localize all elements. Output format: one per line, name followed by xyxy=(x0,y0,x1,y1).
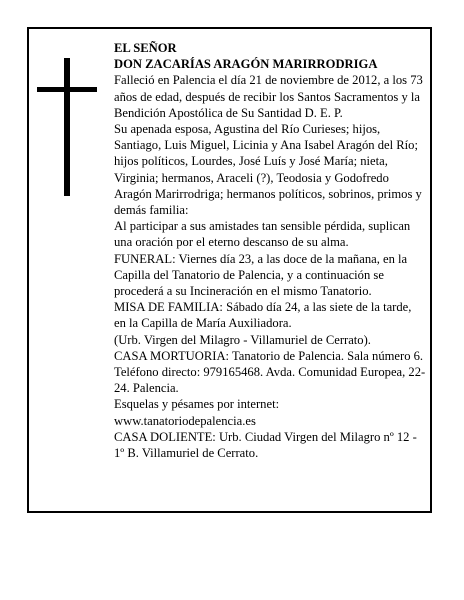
paragraph-mass-location: (Urb. Virgen del Milagro - Villamuriel de Cerrato). xyxy=(114,332,371,347)
paragraph-family-mass: MISA DE FAMILIA: Sábado día 24, a las siete de la tarde, en la Capilla de María Auxiliadora. xyxy=(114,300,412,331)
title-line-2: DON ZACARÍAS ARAGÓN MARIRRODRIGA xyxy=(114,57,378,72)
cross-horizontal-bar xyxy=(37,87,97,92)
paragraph-funeral-home: CASA MORTUORIA: Tanatorio de Palencia. Sala número 6. Teléfono directo: 979165468. Avda. Comunidad Europea, 22-24. Palencia. xyxy=(114,348,426,396)
website-link: www.tanatoriodepalencia.es xyxy=(114,413,256,428)
paragraph-prayer: Al participar a sus amistades tan sensible pérdida, suplican una oración por el eterno descanso de su alma. xyxy=(114,219,411,250)
title-line-1: EL SEÑOR xyxy=(114,41,177,55)
cross-vertical-bar xyxy=(64,58,70,196)
paragraph-funeral: FUNERAL: Viernes día 23, a las doce de la mañana, en la Capilla del Tanatorio de Palencia, y a continuación se procederá a su Incineración en el mismo Tanatorio. xyxy=(114,251,408,299)
paragraph-mourning-house: CASA DOLIENTE: Urb. Ciudad Virgen del Milagro nº 12 - 1º B. Villamuriel de Cerrato. xyxy=(114,429,417,461)
paragraph-family: Su apenada esposa, Agustina del Río Curieses; hijos, Santiago, Luis Miguel, Licinia y Ana Isabel Aragón del Río; hijos políticos, Lourdes, José Luís y José María; nieta, Virginia; hermanos, Araceli (?), Teodosia y Godofredo Aragón Marirrodriga; hermanos políticos, sobrinos, primos y demás familia: xyxy=(114,122,422,218)
paragraph-death: Falleció en Palencia el día 21 de noviembre de 2012, a los 73 años de edad, después de recibir los Santos Sacramentos y la Bendición Apostólica de Su Santidad D. E. P. xyxy=(114,73,423,120)
paragraph-internet-notice: Esquelas y pésames por internet: xyxy=(114,397,280,412)
obituary-text xyxy=(114,40,426,461)
